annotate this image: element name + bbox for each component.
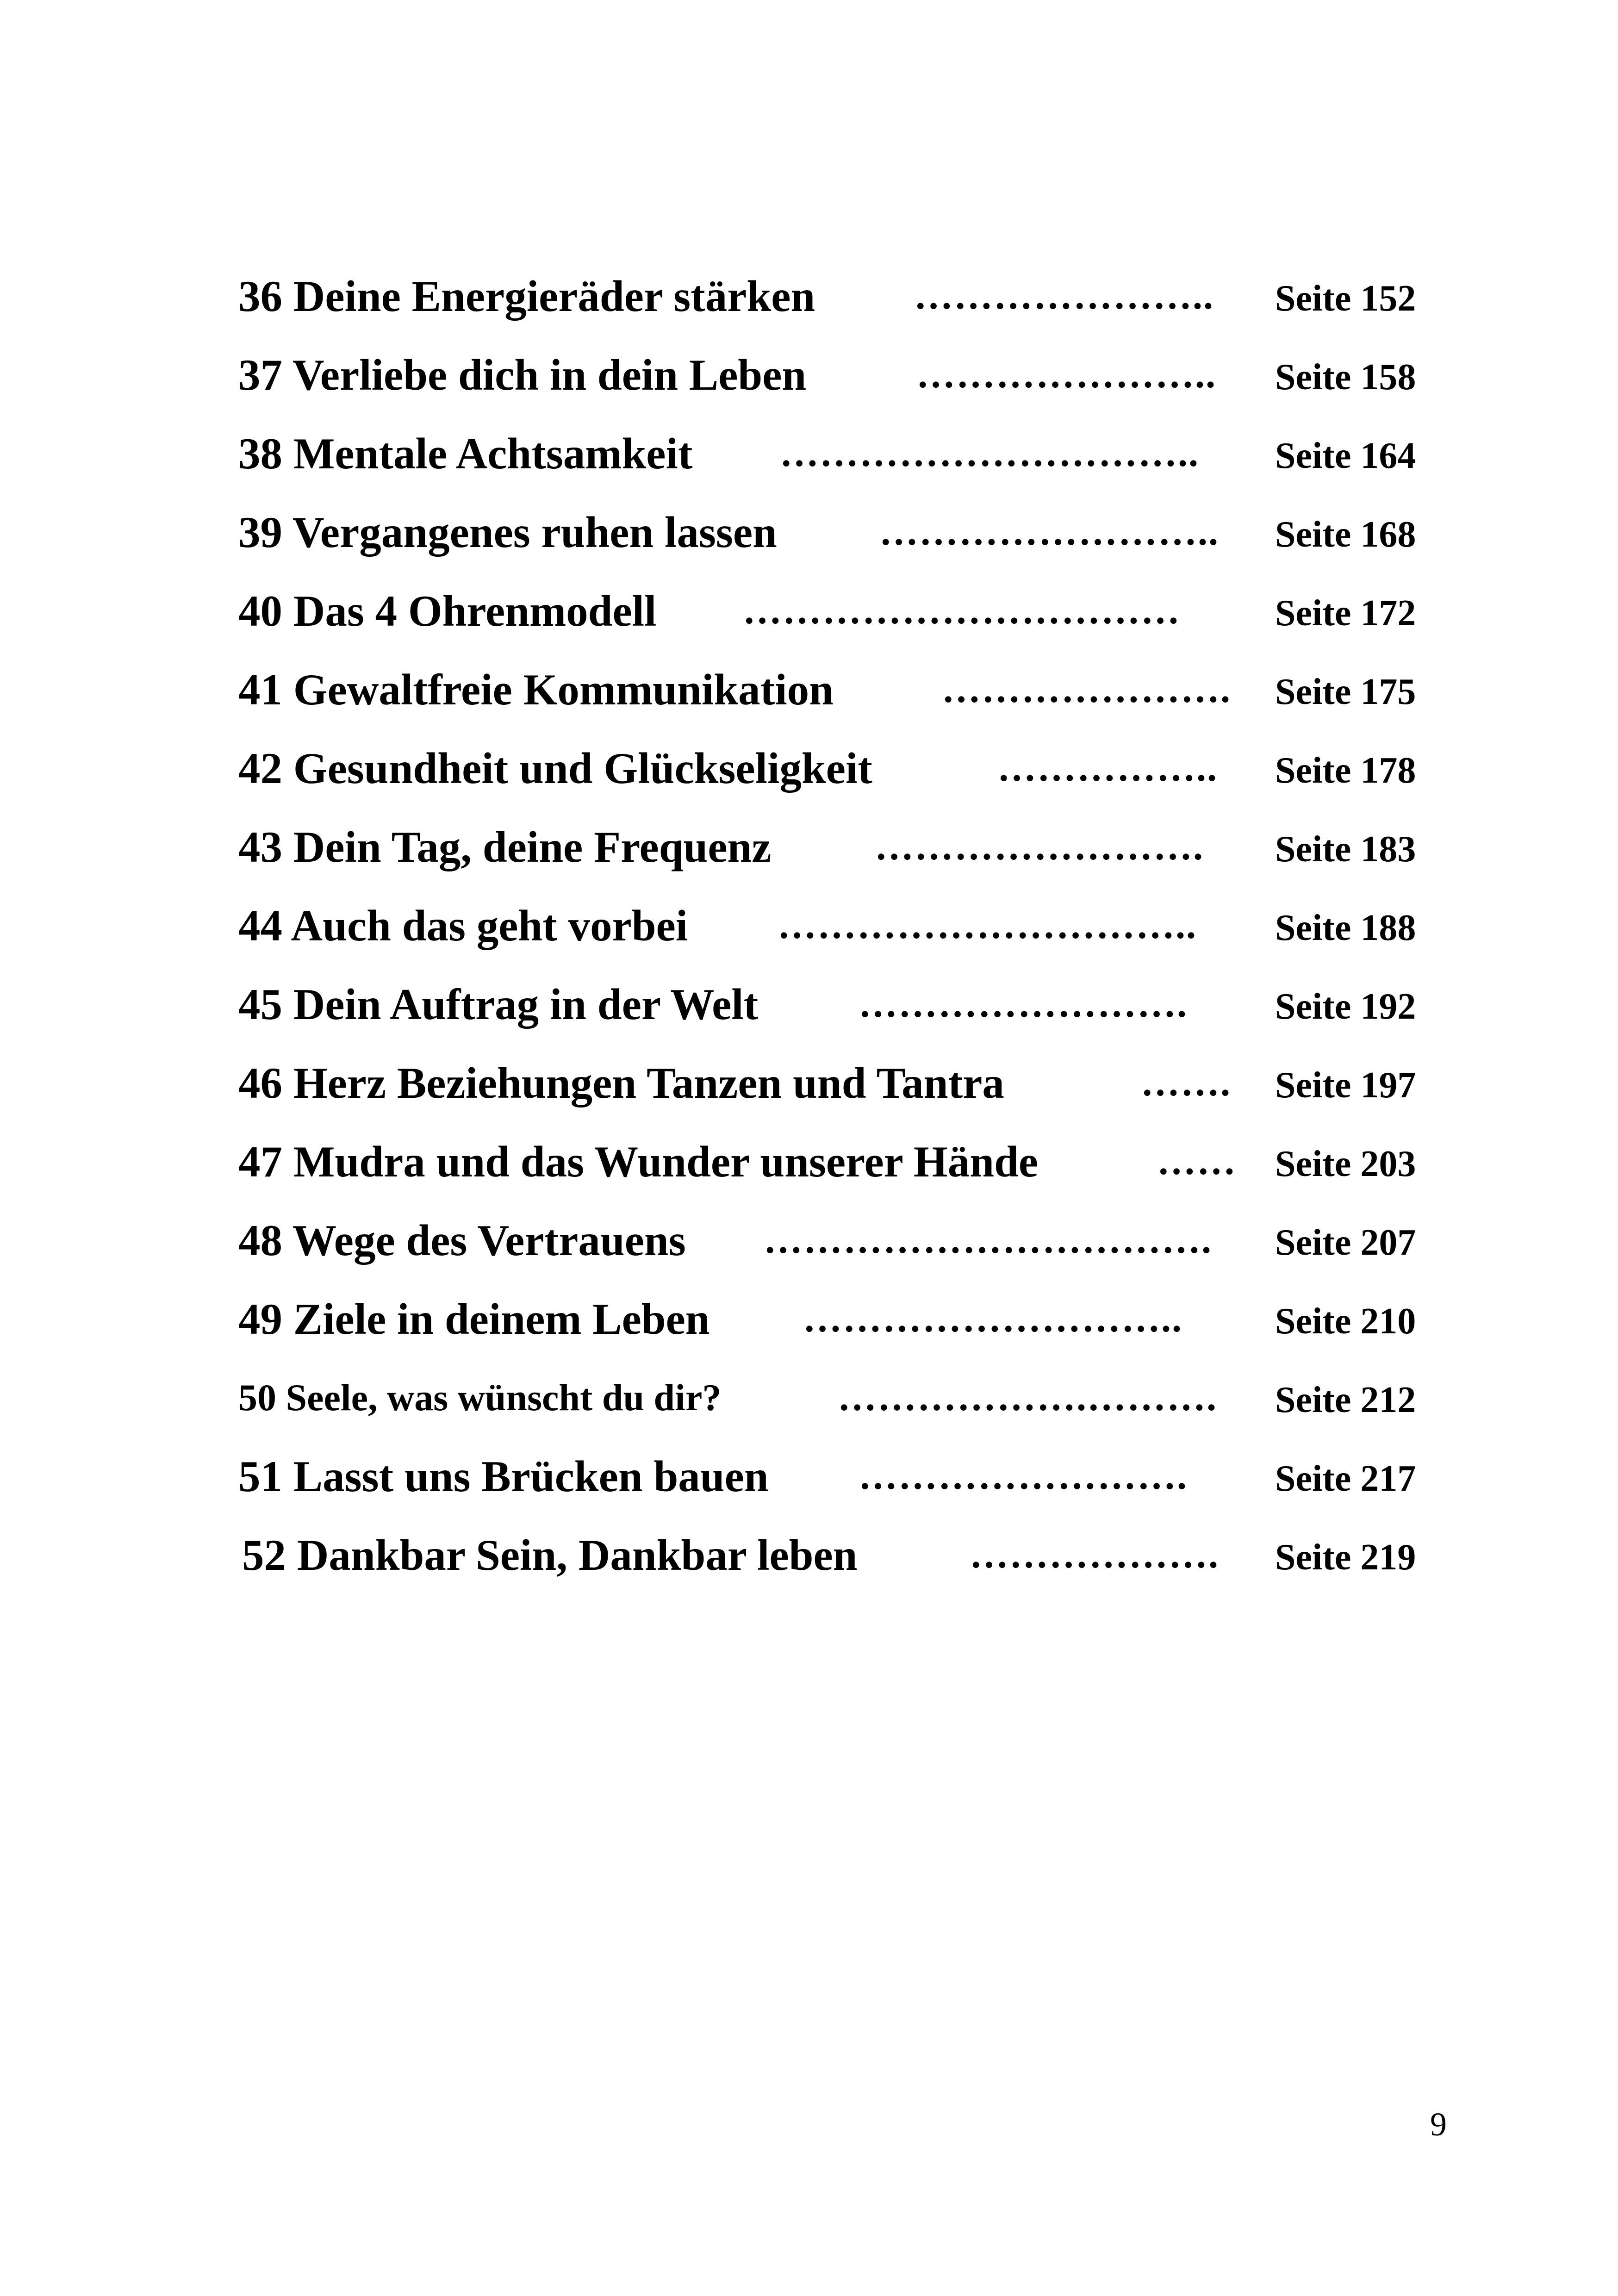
toc-entry-title: 38 Mentale Achtsamkeit bbox=[238, 429, 693, 478]
toc-entry-title: 37 Verliebe dich in dein Leben bbox=[238, 350, 807, 399]
toc-entry-page: Seite 212 bbox=[1275, 1380, 1416, 1420]
toc-entry-leader: …………………………… bbox=[743, 589, 1181, 632]
toc-entry-40 bbox=[238, 581, 1442, 660]
toc-entry-title: 45 Dein Auftrag in der Welt bbox=[238, 980, 759, 1029]
toc-entry-leader: ……………………………. bbox=[764, 1219, 1212, 1262]
toc-entry-page: Seite 183 bbox=[1275, 829, 1416, 870]
toc-entry-37 bbox=[238, 345, 1442, 423]
toc-entry-45 bbox=[238, 974, 1442, 1053]
toc-entry-43 bbox=[238, 817, 1442, 896]
toc-entry-page: Seite 210 bbox=[1275, 1301, 1416, 1342]
toc-entry-page: Seite 203 bbox=[1275, 1144, 1416, 1184]
toc-entry-title: 50 Seele, was wünscht du dir? bbox=[238, 1376, 722, 1419]
toc-entry-page: Seite 207 bbox=[1275, 1222, 1416, 1263]
toc-entry-page: Seite 164 bbox=[1275, 436, 1416, 476]
toc-entry-title: 52 Dankbar Sein, Dankbar leben bbox=[242, 1531, 858, 1580]
toc-entry-41 bbox=[238, 660, 1442, 738]
toc-entry-leader: ……………………….. bbox=[803, 1297, 1182, 1340]
toc-entry-39 bbox=[238, 502, 1442, 581]
toc-entry-title: 44 Auch das geht vorbei bbox=[238, 901, 688, 950]
toc-entry-36 bbox=[238, 266, 1442, 345]
toc-entry-title: 40 Das 4 Ohrenmodell bbox=[238, 586, 657, 635]
toc-entry-title: 48 Wege des Vertrauens bbox=[238, 1216, 686, 1265]
toc-entry-leader: …………….. bbox=[997, 747, 1218, 790]
toc-entry-title: 39 Vergangenes ruhen lassen bbox=[238, 508, 777, 557]
toc-entry-leader: …………………. bbox=[942, 668, 1231, 711]
toc-entry-42 bbox=[238, 738, 1442, 817]
toc-entry-leader: ………………………….. bbox=[778, 904, 1197, 947]
toc-entry-leader: …… bbox=[1157, 1140, 1237, 1183]
toc-entry-title: 49 Ziele in deinem Leben bbox=[238, 1294, 710, 1344]
toc-entry-title: 43 Dein Tag, deine Frequenz bbox=[238, 822, 772, 871]
toc-entry-page: Seite 158 bbox=[1275, 357, 1416, 398]
toc-entry-52 bbox=[238, 1525, 1442, 1604]
toc-entry-title: 36 Deine Energieräder stärken bbox=[238, 272, 815, 321]
toc-entry-leader: ……………………. bbox=[859, 983, 1188, 1026]
toc-entry-leader: ………………….. bbox=[914, 274, 1214, 317]
toc-entry-page: Seite 175 bbox=[1275, 672, 1416, 712]
toc-entry-title: 42 Gesundheit und Glückseligkeit bbox=[238, 744, 872, 793]
toc-entry-page: Seite 152 bbox=[1275, 278, 1416, 319]
toc-entry-page: Seite 192 bbox=[1275, 986, 1416, 1027]
toc-entry-page: Seite 178 bbox=[1275, 750, 1416, 791]
toc-entry-leader: ………………….. bbox=[916, 353, 1216, 396]
toc-entry-title: 41 Gewaltfreie Kommunikation bbox=[238, 665, 834, 714]
toc-entry-44 bbox=[238, 896, 1442, 974]
toc-entry-page: Seite 188 bbox=[1275, 908, 1416, 948]
page-number: 9 bbox=[1430, 2106, 1447, 2143]
toc-entry-title: 46 Herz Beziehungen Tanzen und Tantra bbox=[238, 1058, 1004, 1108]
toc-entry-leader: ………………. bbox=[970, 1533, 1219, 1576]
toc-entry-38 bbox=[238, 423, 1442, 502]
toc-entry-48 bbox=[238, 1210, 1442, 1289]
toc-entry-leader: ………………………….. bbox=[780, 432, 1199, 475]
toc-entry-page: Seite 219 bbox=[1275, 1537, 1416, 1578]
toc-entry-49 bbox=[238, 1289, 1442, 1368]
toc-entry-leader: ……………………. bbox=[859, 1455, 1188, 1498]
toc-entry-leader: ……………………. bbox=[875, 825, 1204, 868]
toc-entry-title: 47 Mudra und das Wunder unserer Hände bbox=[238, 1137, 1039, 1186]
toc-entry-title: 51 Lasst uns Brücken bauen bbox=[238, 1452, 769, 1501]
toc-entry-leader: ……………….………. bbox=[838, 1376, 1217, 1419]
toc-entry-47 bbox=[238, 1132, 1442, 1210]
toc-entry-page: Seite 168 bbox=[1275, 514, 1416, 555]
table-of-contents bbox=[238, 266, 1442, 1604]
toc-entry-51 bbox=[238, 1446, 1442, 1525]
toc-entry-leader: ……. bbox=[1141, 1061, 1231, 1104]
toc-entry-page: Seite 197 bbox=[1275, 1065, 1416, 1106]
toc-entry-page: Seite 172 bbox=[1275, 593, 1416, 634]
toc-entry-46 bbox=[238, 1053, 1442, 1132]
toc-entry-page: Seite 217 bbox=[1275, 1458, 1416, 1499]
toc-entry-leader: …………………….. bbox=[879, 510, 1219, 554]
toc-entry-50 bbox=[238, 1368, 1442, 1446]
